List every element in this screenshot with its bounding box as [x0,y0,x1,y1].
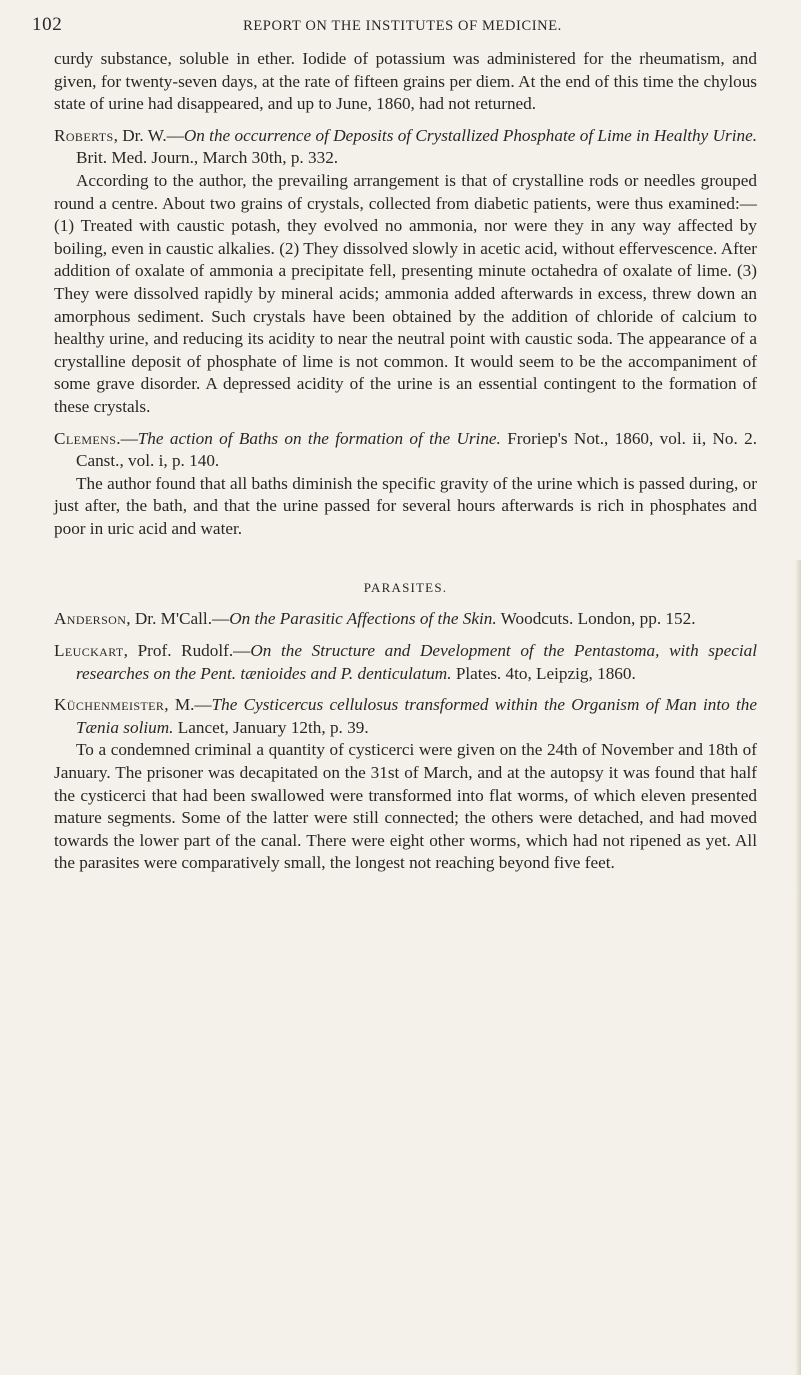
entries-before-section [54,125,757,541]
continuation-paragraph: curdy substance, soluble in ether. Iodide of potassium was administered for the rheumatism, and given, for twenty-seven days, at the rate of fifteen grains per diem. At the end of this time the chylous state of urine had disappeared, and up to June, 1860, had not returned. [54,49,757,114]
section-heading: PARASITES. [363,580,448,596]
abstract-paragraph: To a condemned criminal a quantity of cysticerci were given on the 24th of November and 18th of January. The prisoner was decapitated on the 31st of March, and at the autopsy it was found that half the cysticerci that had been swallowed were transformed into flat worms, of which eleven presented mature segments. Some of the latter were still connected; the others were detached, and had moved towards the lower part of the canal. There were eight other worms, which had not ripened as yet. All the parasites were comparatively small, the longest not reaching beyond five feet. [54,740,757,873]
author-name: Clemens [54,428,117,448]
author-details: .— [116,428,138,448]
author-details: , Dr. W.— [113,125,184,145]
article-title: The action of Baths on the formation of the Urine. [137,428,501,448]
article-title: On the Parasitic Affections of the Skin. [229,609,497,629]
citation [54,640,757,685]
article-title: On the occurrence of Deposits of Crystallized Phosphate of Lime in Healthy Urine. [183,125,757,145]
abstract-paragraph: The author found that all baths diminish the specific gravity of the urine which is passed during, or just after, the bath, and that the urine passed for several hours afterwards is rich in phosphates and poor in uric acid and water. [54,473,757,538]
source-reference: Brit. Med. Journ., March 30th, p. 332. [76,148,339,168]
page-number: 102 [32,14,63,35]
citation [54,428,757,473]
page-edge-shadow [795,560,801,1375]
article-title: The Cysticercus cellulosus transformed within the Organism of Man into the Tænia solium. [76,695,757,737]
bibliography-entry [54,640,757,685]
citation [54,608,757,631]
bibliography-entry [54,608,757,631]
author-name: Leuckart [54,641,124,661]
author-name: Anderson [54,609,127,629]
bibliography-entry [54,428,757,541]
citation [54,694,757,739]
source-reference: Woodcuts. London, pp. 152. [496,609,696,629]
running-head [32,14,757,44]
author-name: Küchenmeister [54,695,165,715]
article-title: On the Structure and Development of the Pentastoma, with special researches on the Pent. tænioides and P. denticulatum. [76,641,757,683]
source-reference: Froriep's Not., 1860, vol. ii, No. 2. Canst., vol. i, p. 140. [76,428,757,471]
source-reference: Plates. 4to, Leipzig, 1860. [451,663,636,683]
abstract-paragraph: According to the author, the prevailing arrangement is that of crystalline rods or needles grouped round a centre. About two grains of crystals, collected from diabetic patients, were thus examined:—(1) Treated with caustic potash, they evolved no ammonia, nor were they in any way affected by boiling, even in caustic alkalies. (2) They dissolved slowly in acetic acid, without effervescence. After addition of oxalate of ammonia a precipitate fell, presenting minute octahedra of oxalate of lime. (3) They were dissolved rapidly by mineral acids; ammonia added afterwards in excess, threw down an amorphous sediment. Such crystals have been obtained by the addition of chloride of calcium to healthy urine, and reducing its acidity to near the neutral point with caustic soda. The appearance of a crystalline deposit of phosphate of lime is not common. It would seem to be the accompaniment of some grave disorder. A depressed acidity of the urine is an essential contingent to the formation of these crystals. [54,170,757,416]
citation [54,125,757,170]
source-reference: Lancet, January 12th, p. 39. [173,717,369,737]
bibliography-entry [54,125,757,419]
author-details: , Prof. Rudolf.— [123,641,251,661]
entries-parasites [54,608,757,875]
author-details: , Dr. M'Call.— [126,609,230,629]
bibliography-entry [54,694,757,875]
running-title: REPORT ON THE INSTITUTES OF MEDICINE. [243,18,562,34]
author-details: , M.— [164,695,212,715]
author-name: Roberts [54,125,114,145]
